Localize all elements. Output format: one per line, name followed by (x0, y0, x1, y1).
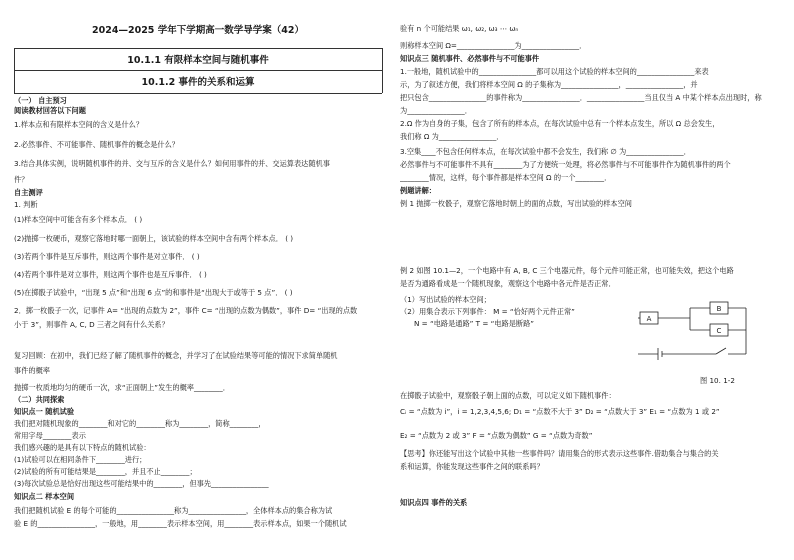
exercise-heading: 1. 判断 (14, 200, 38, 209)
example-2-cont: 是否为通路看成是一个随机现象，观察这个电路中各元件是否正常． (400, 279, 616, 288)
knowledge-text: 我们感兴趣的是具有以下特点的随机试验： (14, 443, 151, 452)
right-column (400, 0, 780, 560)
think-prompt-cont: 系和运算，你能发现这些事件之间的联系吗？ (400, 462, 544, 471)
example-1: 例 1 抛掷一枚骰子，观察它落地时朝上的面的点数，写出试验的样本空间 (400, 199, 632, 208)
knowledge-text: 常用字母________表示 (14, 431, 86, 440)
question: 2.必然事件、不可能事件、随机事件的概念是什么？ (14, 140, 179, 149)
text-line: 1.一般地，随机试验中的________________都可以用这个试验的样本空间的________________来表 (400, 67, 709, 76)
example-2: 例 2 如图 10.1—2，一个电路中有 A, B, C 三个电器元件，每个元件可能正常，也可能失效，把这个电路 (400, 266, 734, 275)
example-heading: 例题讲解： (400, 186, 436, 195)
left-column (14, 0, 394, 560)
review-text-cont: 事件的概率 (14, 366, 50, 375)
example-2-part: N = “电路是通路” T = “电路是断路” (414, 319, 535, 328)
example-2-part: （2）用集合表示下列事件： M = “恰好两个元件正常” (400, 307, 575, 316)
text-line: ________情况，这样，每个事件都是样本空间 Ω 的一个________． (400, 173, 612, 182)
question-cont: 件？ (14, 175, 29, 184)
component-label-a: A (646, 315, 652, 323)
text-line: 为________________． (400, 106, 472, 115)
text-line: 把只包含________________的事件称为________________．________________当且仅当 A 中某个样本点出现时，称 (400, 93, 762, 102)
event-definition: E₂ = “点数为 2 或 3” F = “点数为偶数” G = “点数为奇数” (400, 431, 593, 440)
judge-item: (4)若两个事件是对立事件，则这两个事件也是互斥事件． ( ) (14, 270, 207, 279)
judge-item: (5)在掷骰子试验中，“出现 5 点”和“出现 6 点”的和事件是“出现大于或等于 5 点”． ( ) (14, 288, 293, 297)
question: 1.样本点和有限样本空间的含义是什么？ (14, 120, 144, 129)
knowledge-text: 我们把对随机现象的________和对它的________称为________，简称________， (14, 419, 266, 428)
section-heading: （一） 自主预习 (14, 96, 67, 105)
exercise-item: 2．掷一枚骰子一次，记事件 A= “出现的点数为 2”，事件 C= “出现的点数为偶数”，事件 D= “出现的点数 (14, 306, 358, 315)
lesson-subtitle-2: 10.1.2 事件的关系和运算 (141, 77, 255, 88)
knowledge-text: (2)试验的所有可能结果是________，并且不止________； (14, 467, 197, 476)
page-title: 2024—2025 学年下学期高一数学导学案（42） (92, 25, 304, 36)
judge-item: (3)若两个事件是互斥事件，则这两个事件是对立事件． ( ) (14, 252, 200, 261)
knowledge-heading: 知识点四 事件的关系 (400, 498, 468, 507)
component-label-c: C (716, 327, 722, 335)
knowledge-text: (1)试验可以在相同条件下________进行； (14, 455, 147, 464)
knowledge-text: (3)每次试验总是恰好出现这些可能结果中的________，但事先________________ (14, 479, 269, 488)
review-text: 复习回顾：在初中，我们已经了解了随机事件的概念，并学习了在试验结果等可能的情况下求简单随机 (14, 351, 338, 360)
knowledge-heading: 知识点三 随机事件、必然事件与不可能事件 (400, 54, 540, 63)
exercise-item-cont: 小于 3”，则事件 A, C, D 三者之间有什么关系？ (14, 320, 169, 329)
title-box-right (382, 48, 383, 93)
lesson-subtitle-1: 10.1.1 有限样本空间与随机事件 (127, 55, 269, 66)
judge-item: (1)样本空间中可能含有多个样本点． ( ) (14, 215, 143, 224)
question: 3.结合具体实例，说明随机事件的并、交与互斥的含义是什么？如何用事件的并、交运算表达随机事 (14, 159, 330, 168)
text-line: 验有 n 个可能结果 ω₁, ω₂, ω₃ ⋯ ωₙ (400, 24, 519, 33)
component-label-b: B (716, 305, 722, 313)
title-box-bottom (14, 93, 382, 94)
text-line: 示，为了叙述方便，我们将样本空间 Ω 的子集称为________________，________________，并 (400, 80, 698, 89)
text-line: 在掷骰子试验中，观察骰子朝上面的点数，可以定义如下随机事件： (400, 391, 616, 400)
figure-caption: 图 10. 1-2 (700, 376, 735, 385)
section-heading: （二）共同探索 (14, 395, 65, 404)
instruction: 阅读教材回答以下问题 (14, 106, 86, 115)
text-line: 2.Ω 作为自身的子集，包含了所有的样本点，在每次试验中总有一个样本点发生，所以 Ω 总会发生， (400, 119, 720, 128)
judge-item: (2)抛掷一枚硬币，观察它落地时哪一面朝上，该试验的样本空间中含有两个样本点． ( ) (14, 234, 294, 243)
title-box-divider (14, 70, 382, 71)
event-definition: Cᵢ = “点数为 i”，i = 1,2,3,4,5,6; D₁ = “点数不大于 3” D₂ = “点数大于 3” E₁ = “点数为 1 或 2” (400, 407, 720, 416)
circuit-diagram (638, 290, 780, 370)
title-box-top (14, 48, 382, 49)
knowledge-heading: 知识点二 样本空间 (14, 492, 75, 501)
text-line: 必然事件与不可能事件不具有________为了方便统一处理，将必然事件与不可能事件作为随机事件的两个 (400, 160, 731, 169)
sub-heading: 自主测评 (14, 188, 43, 197)
review-question: 抛掷一枚质地均匀的硬币一次，求“正面朝上”发生的概率________． (14, 383, 230, 392)
knowledge-text: 我们把随机试验 E 的每个可能的________________称为________________，全体样本点的集合称为试 (14, 506, 333, 515)
knowledge-heading: 知识点一 随机试验 (14, 407, 75, 416)
text-line: 我们称 Ω 为________________． (400, 132, 504, 141)
think-prompt: 【思考】你还能写出这个试验中其他一些事件吗？请用集合的形式表示这些事件.借助集合与集合的关 (400, 449, 719, 458)
example-2-part: （1）写出试验的样本空间； (400, 295, 491, 304)
text-line: 则称样本空间 Ω=________________为________________． (400, 41, 587, 50)
text-line: 3.空集____不包含任何样本点，在每次试验中都不会发生，我们称 ∅ 为________________． (400, 147, 691, 156)
knowledge-text: 验 E 的________________，一般地，用________表示样本空间，用________表示样本点，如果一个随机试 (14, 519, 347, 528)
